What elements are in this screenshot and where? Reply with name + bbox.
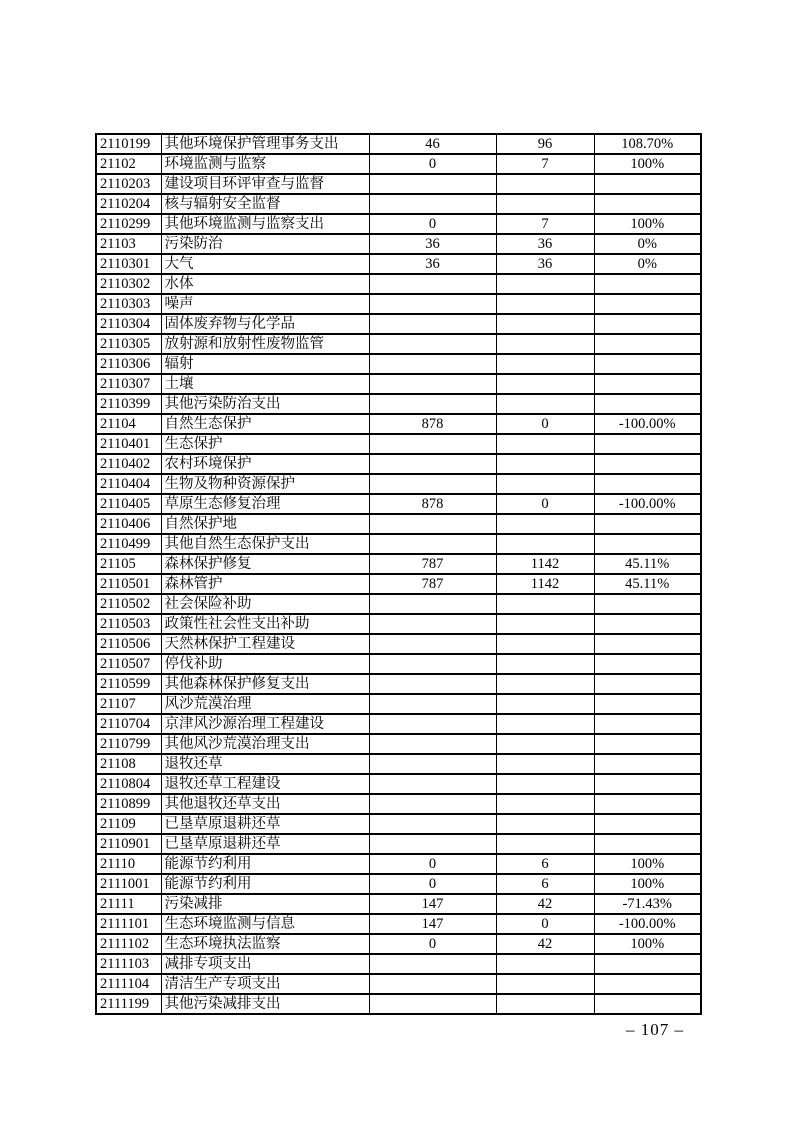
table-row (96, 774, 701, 794)
cell-value-2 (496, 814, 594, 834)
cell-value-2 (496, 774, 594, 794)
budget-table (95, 133, 702, 1015)
cell-value-2 (496, 634, 594, 654)
cell-name: 其他自然生态保护支出 (161, 534, 369, 554)
table-row (96, 254, 701, 274)
cell-percent (594, 674, 701, 694)
cell-value-2 (496, 474, 594, 494)
cell-name: 污染防治 (161, 234, 369, 254)
cell-percent: 45.11% (594, 574, 701, 594)
cell-value-1 (369, 454, 496, 474)
cell-value-1 (369, 794, 496, 814)
cell-code: 2111101 (96, 914, 161, 934)
cell-value-2 (496, 834, 594, 854)
cell-name: 其他环境监测与监察支出 (161, 214, 369, 234)
cell-value-1 (369, 754, 496, 774)
cell-code: 2110405 (96, 494, 161, 514)
cell-value-2: 36 (496, 254, 594, 274)
cell-value-1 (369, 814, 496, 834)
cell-value-1 (369, 654, 496, 674)
cell-value-1 (369, 694, 496, 714)
table-row (96, 374, 701, 394)
cell-percent (594, 454, 701, 474)
cell-name: 固体废弃物与化学品 (161, 314, 369, 334)
cell-value-2: 36 (496, 234, 594, 254)
page-number: – 107 – (626, 1020, 684, 1039)
cell-name: 退牧还草工程建设 (161, 774, 369, 794)
cell-percent (594, 374, 701, 394)
cell-percent (594, 174, 701, 194)
table-row (96, 274, 701, 294)
cell-percent: 0% (594, 254, 701, 274)
cell-code: 2110203 (96, 174, 161, 194)
cell-value-2: 1142 (496, 554, 594, 574)
cell-code: 2110799 (96, 734, 161, 754)
cell-code: 2110599 (96, 674, 161, 694)
cell-percent (594, 354, 701, 374)
cell-name: 其他污染减排支出 (161, 994, 369, 1014)
table-row (96, 214, 701, 234)
cell-percent: 100% (594, 934, 701, 954)
table-row (96, 914, 701, 934)
cell-value-2 (496, 594, 594, 614)
cell-value-1 (369, 434, 496, 454)
cell-percent: -100.00% (594, 494, 701, 514)
cell-percent (594, 614, 701, 634)
cell-value-2 (496, 374, 594, 394)
cell-value-1 (369, 394, 496, 414)
cell-value-1 (369, 354, 496, 374)
cell-value-2 (496, 174, 594, 194)
cell-value-2 (496, 334, 594, 354)
cell-percent (594, 774, 701, 794)
table-row (96, 814, 701, 834)
table-row (96, 714, 701, 734)
cell-name: 停伐补助 (161, 654, 369, 674)
cell-value-2 (496, 394, 594, 414)
cell-code: 2111102 (96, 934, 161, 954)
cell-value-1: 787 (369, 574, 496, 594)
cell-name: 风沙荒漠治理 (161, 694, 369, 714)
cell-name: 其他风沙荒漠治理支出 (161, 734, 369, 754)
table-row (96, 834, 701, 854)
cell-code: 2110401 (96, 434, 161, 454)
cell-value-2 (496, 614, 594, 634)
cell-code: 2110704 (96, 714, 161, 734)
cell-value-2 (496, 694, 594, 714)
cell-code: 2110199 (96, 134, 161, 154)
cell-code: 21109 (96, 814, 161, 834)
cell-value-2 (496, 194, 594, 214)
cell-value-1 (369, 994, 496, 1014)
cell-percent: 100% (594, 854, 701, 874)
cell-code: 2110306 (96, 354, 161, 374)
table-row (96, 854, 701, 874)
cell-name: 其他污染防治支出 (161, 394, 369, 414)
cell-value-1: 0 (369, 154, 496, 174)
cell-code: 21105 (96, 554, 161, 574)
cell-name: 其他森林保护修复支出 (161, 674, 369, 694)
cell-value-2: 96 (496, 134, 594, 154)
cell-name: 生物及物种资源保护 (161, 474, 369, 494)
cell-value-1 (369, 294, 496, 314)
cell-name: 放射源和放射性废物监管 (161, 334, 369, 354)
cell-value-1 (369, 774, 496, 794)
cell-code: 21111 (96, 894, 161, 914)
table-row (96, 934, 701, 954)
table-row (96, 614, 701, 634)
table-row (96, 974, 701, 994)
cell-value-2 (496, 714, 594, 734)
cell-code: 21108 (96, 754, 161, 774)
cell-value-1: 787 (369, 554, 496, 574)
cell-code: 2110301 (96, 254, 161, 274)
cell-percent: 0% (594, 234, 701, 254)
cell-percent: -100.00% (594, 414, 701, 434)
cell-percent (594, 474, 701, 494)
cell-code: 2110399 (96, 394, 161, 414)
cell-percent (594, 974, 701, 994)
cell-code: 2110501 (96, 574, 161, 594)
cell-value-1 (369, 514, 496, 534)
cell-name: 清洁生产专项支出 (161, 974, 369, 994)
cell-code: 2110899 (96, 794, 161, 814)
table-row (96, 454, 701, 474)
cell-code: 2110303 (96, 294, 161, 314)
cell-value-2: 7 (496, 214, 594, 234)
cell-code: 2110901 (96, 834, 161, 854)
cell-value-1: 0 (369, 874, 496, 894)
table-row (96, 474, 701, 494)
cell-code: 2110404 (96, 474, 161, 494)
cell-name: 水体 (161, 274, 369, 294)
table-row (96, 314, 701, 334)
cell-value-2 (496, 354, 594, 374)
cell-value-1 (369, 614, 496, 634)
cell-name: 已垦草原退耕还草 (161, 834, 369, 854)
cell-name: 大气 (161, 254, 369, 274)
cell-percent (594, 274, 701, 294)
cell-percent (594, 954, 701, 974)
table-row (96, 354, 701, 374)
table-row (96, 954, 701, 974)
cell-percent (594, 714, 701, 734)
table-row (96, 154, 701, 174)
table-row (96, 514, 701, 534)
cell-percent: 45.11% (594, 554, 701, 574)
table-row (96, 674, 701, 694)
table-row (96, 414, 701, 434)
cell-name: 生态保护 (161, 434, 369, 454)
cell-value-1 (369, 534, 496, 554)
cell-percent (594, 434, 701, 454)
cell-value-2: 1142 (496, 574, 594, 594)
cell-value-2 (496, 434, 594, 454)
table-row (96, 754, 701, 774)
cell-percent (594, 194, 701, 214)
table-row (96, 394, 701, 414)
cell-value-2 (496, 454, 594, 474)
table-row (96, 594, 701, 614)
cell-name: 社会保险补助 (161, 594, 369, 614)
table-row (96, 434, 701, 454)
cell-name: 森林保护修复 (161, 554, 369, 574)
budget-table-body (96, 134, 701, 1014)
cell-value-1: 0 (369, 934, 496, 954)
table-row (96, 174, 701, 194)
cell-value-1: 878 (369, 494, 496, 514)
cell-value-1: 36 (369, 234, 496, 254)
cell-name: 能源节约利用 (161, 874, 369, 894)
cell-value-2 (496, 294, 594, 314)
cell-code: 2110804 (96, 774, 161, 794)
cell-percent: 108.70% (594, 134, 701, 154)
table-row (96, 134, 701, 154)
cell-value-2 (496, 954, 594, 974)
cell-value-2: 0 (496, 414, 594, 434)
cell-value-2: 6 (496, 854, 594, 874)
table-row (96, 654, 701, 674)
cell-value-1 (369, 334, 496, 354)
cell-code: 21107 (96, 694, 161, 714)
cell-percent (594, 334, 701, 354)
cell-value-2: 0 (496, 914, 594, 934)
cell-code: 2111001 (96, 874, 161, 894)
cell-name: 农村环境保护 (161, 454, 369, 474)
cell-code: 2111199 (96, 994, 161, 1014)
cell-name: 其他退牧还草支出 (161, 794, 369, 814)
cell-value-1 (369, 314, 496, 334)
cell-name: 已垦草原退耕还草 (161, 814, 369, 834)
cell-percent (594, 794, 701, 814)
cell-percent (594, 814, 701, 834)
cell-value-2 (496, 314, 594, 334)
cell-name: 减排专项支出 (161, 954, 369, 974)
cell-name: 生态环境执法监察 (161, 934, 369, 954)
table-row (96, 574, 701, 594)
cell-percent (594, 534, 701, 554)
table-row (96, 794, 701, 814)
cell-code: 21104 (96, 414, 161, 434)
cell-value-2 (496, 674, 594, 694)
cell-name: 污染减排 (161, 894, 369, 914)
cell-value-1 (369, 194, 496, 214)
cell-name: 能源节约利用 (161, 854, 369, 874)
cell-percent: -100.00% (594, 914, 701, 934)
cell-value-1 (369, 174, 496, 194)
cell-value-1 (369, 834, 496, 854)
cell-value-2: 42 (496, 894, 594, 914)
cell-value-2 (496, 794, 594, 814)
cell-code: 21102 (96, 154, 161, 174)
table-row (96, 694, 701, 714)
cell-percent (594, 734, 701, 754)
cell-name: 环境监测与监察 (161, 154, 369, 174)
cell-code: 2110406 (96, 514, 161, 534)
cell-value-1: 0 (369, 854, 496, 874)
cell-percent: 100% (594, 154, 701, 174)
cell-name: 自然保护地 (161, 514, 369, 534)
cell-name: 辐射 (161, 354, 369, 374)
cell-value-2 (496, 974, 594, 994)
cell-name: 其他环境保护管理事务支出 (161, 134, 369, 154)
cell-value-1 (369, 474, 496, 494)
cell-code: 21103 (96, 234, 161, 254)
table-row (96, 194, 701, 214)
cell-value-2: 42 (496, 934, 594, 954)
cell-value-1: 147 (369, 894, 496, 914)
cell-code: 2110502 (96, 594, 161, 614)
cell-name: 自然生态保护 (161, 414, 369, 434)
cell-value-2: 6 (496, 874, 594, 894)
cell-percent (594, 294, 701, 314)
cell-name: 政策性社会性支出补助 (161, 614, 369, 634)
cell-code: 2110304 (96, 314, 161, 334)
cell-value-1 (369, 374, 496, 394)
cell-percent (594, 314, 701, 334)
cell-code: 2110402 (96, 454, 161, 474)
cell-value-1 (369, 954, 496, 974)
cell-value-1 (369, 634, 496, 654)
cell-name: 草原生态修复治理 (161, 494, 369, 514)
table-row (96, 634, 701, 654)
cell-value-1 (369, 274, 496, 294)
table-row (96, 894, 701, 914)
cell-code: 21110 (96, 854, 161, 874)
cell-percent (594, 994, 701, 1014)
cell-value-2: 7 (496, 154, 594, 174)
cell-percent (594, 594, 701, 614)
cell-value-1 (369, 714, 496, 734)
cell-value-1: 878 (369, 414, 496, 434)
cell-name: 土壤 (161, 374, 369, 394)
cell-code: 2110305 (96, 334, 161, 354)
table-row (96, 494, 701, 514)
cell-percent: -71.43% (594, 894, 701, 914)
cell-code: 2110506 (96, 634, 161, 654)
table-row (96, 994, 701, 1014)
cell-value-1: 36 (369, 254, 496, 274)
cell-name: 森林管护 (161, 574, 369, 594)
cell-value-1 (369, 974, 496, 994)
cell-code: 2110302 (96, 274, 161, 294)
cell-code: 2111104 (96, 974, 161, 994)
cell-value-1 (369, 734, 496, 754)
table-row (96, 294, 701, 314)
cell-value-1: 0 (369, 214, 496, 234)
cell-value-2 (496, 754, 594, 774)
cell-code: 2110204 (96, 194, 161, 214)
cell-value-1 (369, 594, 496, 614)
cell-percent: 100% (594, 214, 701, 234)
cell-code: 2110507 (96, 654, 161, 674)
table-row (96, 554, 701, 574)
cell-name: 核与辐射安全监督 (161, 194, 369, 214)
cell-name: 天然林保护工程建设 (161, 634, 369, 654)
cell-value-2 (496, 654, 594, 674)
cell-name: 建设项目环评审查与监督 (161, 174, 369, 194)
cell-percent (594, 754, 701, 774)
cell-value-2 (496, 994, 594, 1014)
table-row (96, 734, 701, 754)
cell-percent: 100% (594, 874, 701, 894)
cell-value-2 (496, 734, 594, 754)
cell-percent (594, 634, 701, 654)
cell-value-1: 46 (369, 134, 496, 154)
cell-code: 2110307 (96, 374, 161, 394)
cell-value-1 (369, 674, 496, 694)
cell-code: 2111103 (96, 954, 161, 974)
cell-value-2 (496, 514, 594, 534)
cell-value-1: 147 (369, 914, 496, 934)
cell-percent (594, 394, 701, 414)
cell-code: 2110299 (96, 214, 161, 234)
cell-name: 噪声 (161, 294, 369, 314)
cell-value-2 (496, 274, 594, 294)
cell-percent (594, 514, 701, 534)
table-row (96, 234, 701, 254)
table-row (96, 334, 701, 354)
cell-name: 生态环境监测与信息 (161, 914, 369, 934)
cell-code: 2110503 (96, 614, 161, 634)
cell-code: 2110499 (96, 534, 161, 554)
cell-value-2: 0 (496, 494, 594, 514)
table-row (96, 534, 701, 554)
cell-percent (594, 834, 701, 854)
cell-name: 京津风沙源治理工程建设 (161, 714, 369, 734)
cell-value-2 (496, 534, 594, 554)
cell-percent (594, 654, 701, 674)
cell-name: 退牧还草 (161, 754, 369, 774)
cell-percent (594, 694, 701, 714)
table-row (96, 874, 701, 894)
